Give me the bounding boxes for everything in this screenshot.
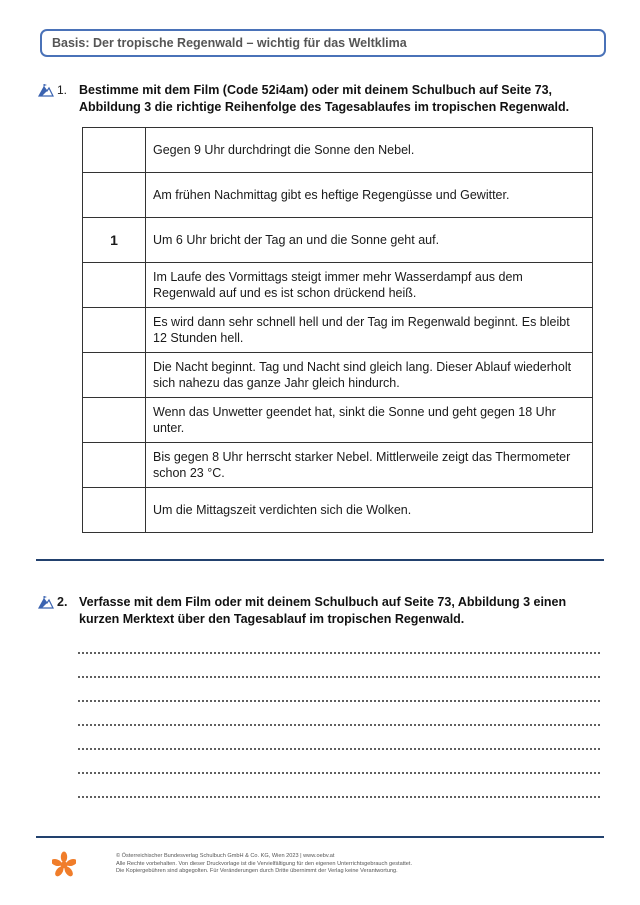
table-row — [83, 488, 593, 533]
writing-line[interactable] — [77, 676, 601, 678]
table-row — [83, 308, 593, 353]
order-number-cell[interactable] — [83, 308, 146, 353]
footer-line-3: Die Kopiergebühren sind abgegolten. Für Veränderungen durch Dritte übernimmt der Verlag keine Verantwortung. — [116, 868, 398, 875]
task-1-instruction — [79, 82, 569, 116]
task-1-number: 1. — [57, 83, 68, 97]
table-row — [83, 353, 593, 398]
oebv-star-logo — [52, 851, 76, 877]
event-text-cell: Im Laufe des Vormittags steigt immer mehr Wasserdampf aus dem Regenwald auf und es ist schon drückend heiß. — [146, 263, 593, 308]
table-row — [83, 173, 593, 218]
task-1-heading — [38, 82, 569, 116]
table-row — [83, 128, 593, 173]
page-title — [40, 29, 606, 57]
task-2-number: 2. — [57, 595, 68, 609]
task-2-heading — [38, 594, 566, 628]
task-2-line-2: kurzen Merktext über den Tagesablauf im tropischen Regenwald. — [79, 612, 465, 626]
section-divider — [36, 559, 604, 561]
sequence-table — [82, 127, 593, 533]
writing-line[interactable] — [77, 652, 601, 654]
event-text-cell: Am frühen Nachmittag gibt es heftige Regengüsse und Gewitter. — [146, 173, 593, 218]
order-number-cell[interactable] — [83, 353, 146, 398]
order-number-cell[interactable] — [83, 128, 146, 173]
table-row — [83, 263, 593, 308]
table-row — [83, 218, 593, 263]
task-2-line-1: Verfasse mit dem Film oder mit deinem Schulbuch auf Seite 73, Abbildung 3 einen — [79, 595, 567, 609]
task-1-line-2: Abbildung 3 die richtige Reihenfolge des Tagesablaufes im tropischen Regenwald. — [79, 100, 570, 114]
writing-line[interactable] — [77, 748, 601, 750]
order-number-cell[interactable] — [83, 398, 146, 443]
order-number-cell[interactable] — [83, 488, 146, 533]
event-text-cell: Bis gegen 8 Uhr herrscht starker Nebel. Mittlerweile zeigt das Thermometer schon 23 °C. — [146, 443, 593, 488]
event-text-cell: Gegen 9 Uhr durchdringt die Sonne den Nebel. — [146, 128, 593, 173]
footer-line-1: © Österreichischer Bundesverlag Schulbuch GmbH & Co. KG, Wien 2023 | www.oebv.at — [116, 853, 335, 859]
task-2-instruction — [79, 594, 566, 628]
writing-line[interactable] — [77, 772, 601, 774]
mountain-icon — [38, 83, 54, 97]
writing-line[interactable] — [77, 700, 601, 702]
writing-line[interactable] — [77, 796, 601, 798]
event-text-cell: Die Nacht beginnt. Tag und Nacht sind gleich lang. Dieser Ablauf wiederholt sich nahezu das ganze Jahr gleich hindurch. — [146, 353, 593, 398]
footer-divider — [36, 836, 604, 838]
order-number-cell[interactable] — [83, 173, 146, 218]
order-number-cell[interactable] — [83, 443, 146, 488]
footer-line-2: Alle Rechte vorbehalten. Von dieser Druckvorlage ist die Vervielfältigung für den eigenen Unterrichtsgebrauch gestattet. — [116, 860, 413, 867]
mountain-icon — [38, 595, 54, 609]
order-number-cell[interactable] — [83, 263, 146, 308]
event-text-cell: Um die Mittagszeit verdichten sich die Wolken. — [146, 488, 593, 533]
table-row — [83, 398, 593, 443]
task-1-line-1: Bestimme mit dem Film (Code 52i4am) oder mit deinem Schulbuch auf Seite 73, — [79, 83, 553, 97]
page-title-text: Basis: Der tropische Regenwald – wichtig für das Weltklima — [52, 36, 407, 50]
table-row — [83, 443, 593, 488]
event-text-cell: Es wird dann sehr schnell hell und der Tag im Regenwald beginnt. Es bleibt 12 Stunden hell. — [146, 308, 593, 353]
writing-line[interactable] — [77, 724, 601, 726]
event-text-cell: Wenn das Unwetter geendet hat, sinkt die Sonne und geht gegen 18 Uhr unter. — [146, 398, 593, 443]
footer-copyright — [116, 853, 576, 876]
order-number-cell[interactable]: 1 — [83, 218, 146, 263]
event-text-cell: Um 6 Uhr bricht der Tag an und die Sonne geht auf. — [146, 218, 593, 263]
